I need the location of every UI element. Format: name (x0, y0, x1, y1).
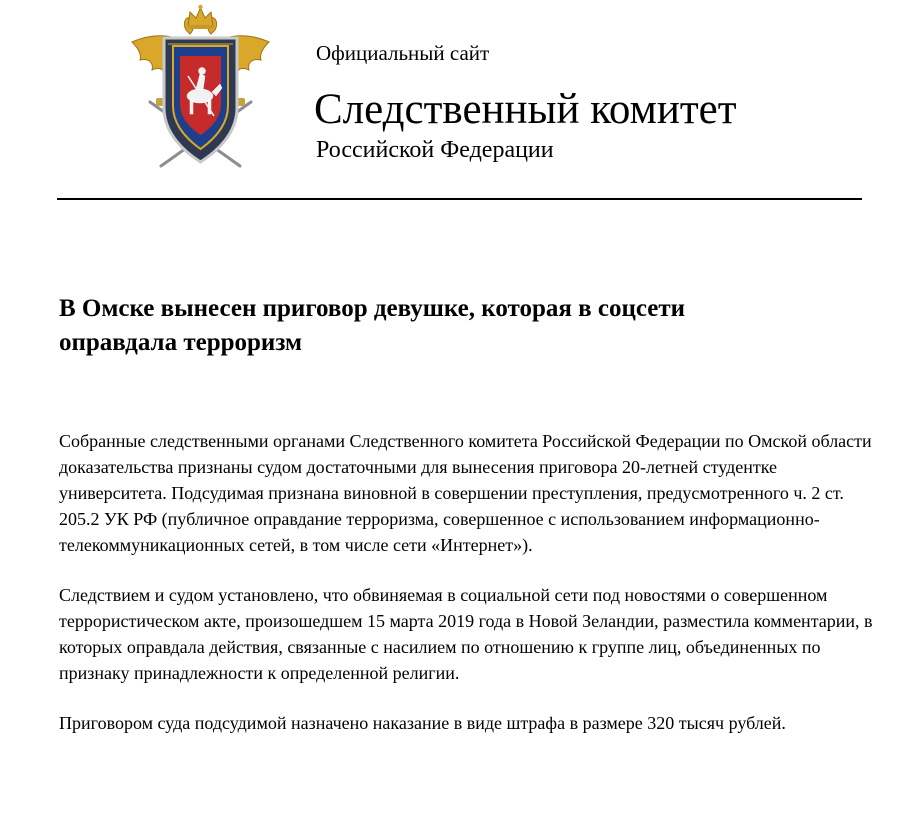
article-headline (59, 292, 819, 360)
site-title: Следственный комитет (314, 86, 737, 133)
investigative-committee-emblem-icon (128, 4, 273, 172)
article-paragraph: Собранные следственными органами Следственного комитета Российской Федерации по Омской области доказательства признаны судом достаточными для вынесения приговора 20-летней студентке университета. Подсудимая признана виновной в совершении преступления, предусмотренного ч. 2 ст. 205.2 УК РФ (публичное оправдание терроризма, совершенное с использованием информационно-телекоммуникационных сетей, в том числе сети «Интернет»). (59, 431, 872, 555)
headline-line: В Омске вынесен приговор девушке, которая в соцсети (59, 295, 686, 322)
article-paragraph: Следствием и судом установлено, что обвиняемая в социальной сети под новостями о совершенном террористическом акте, произошедшем 15 марта 2019 года в Новой Зеландии, разместила комментарии, в которых оправдала действия, связанные с насилием по отношению к группе лиц, объединенных по признаку принадлежности к определенной религии. (59, 585, 873, 683)
article-body (59, 428, 874, 760)
site-subtitle: Российской Федерации (316, 137, 554, 163)
article-paragraph: Приговором суда подсудимой назначено наказание в виде штрафа в размере 320 тысяч рублей. (59, 713, 786, 733)
crown-icon (188, 5, 213, 29)
header-divider (57, 198, 862, 200)
headline-line: оправдала терроризм (59, 329, 303, 356)
site-label: Официальный сайт (316, 41, 490, 65)
